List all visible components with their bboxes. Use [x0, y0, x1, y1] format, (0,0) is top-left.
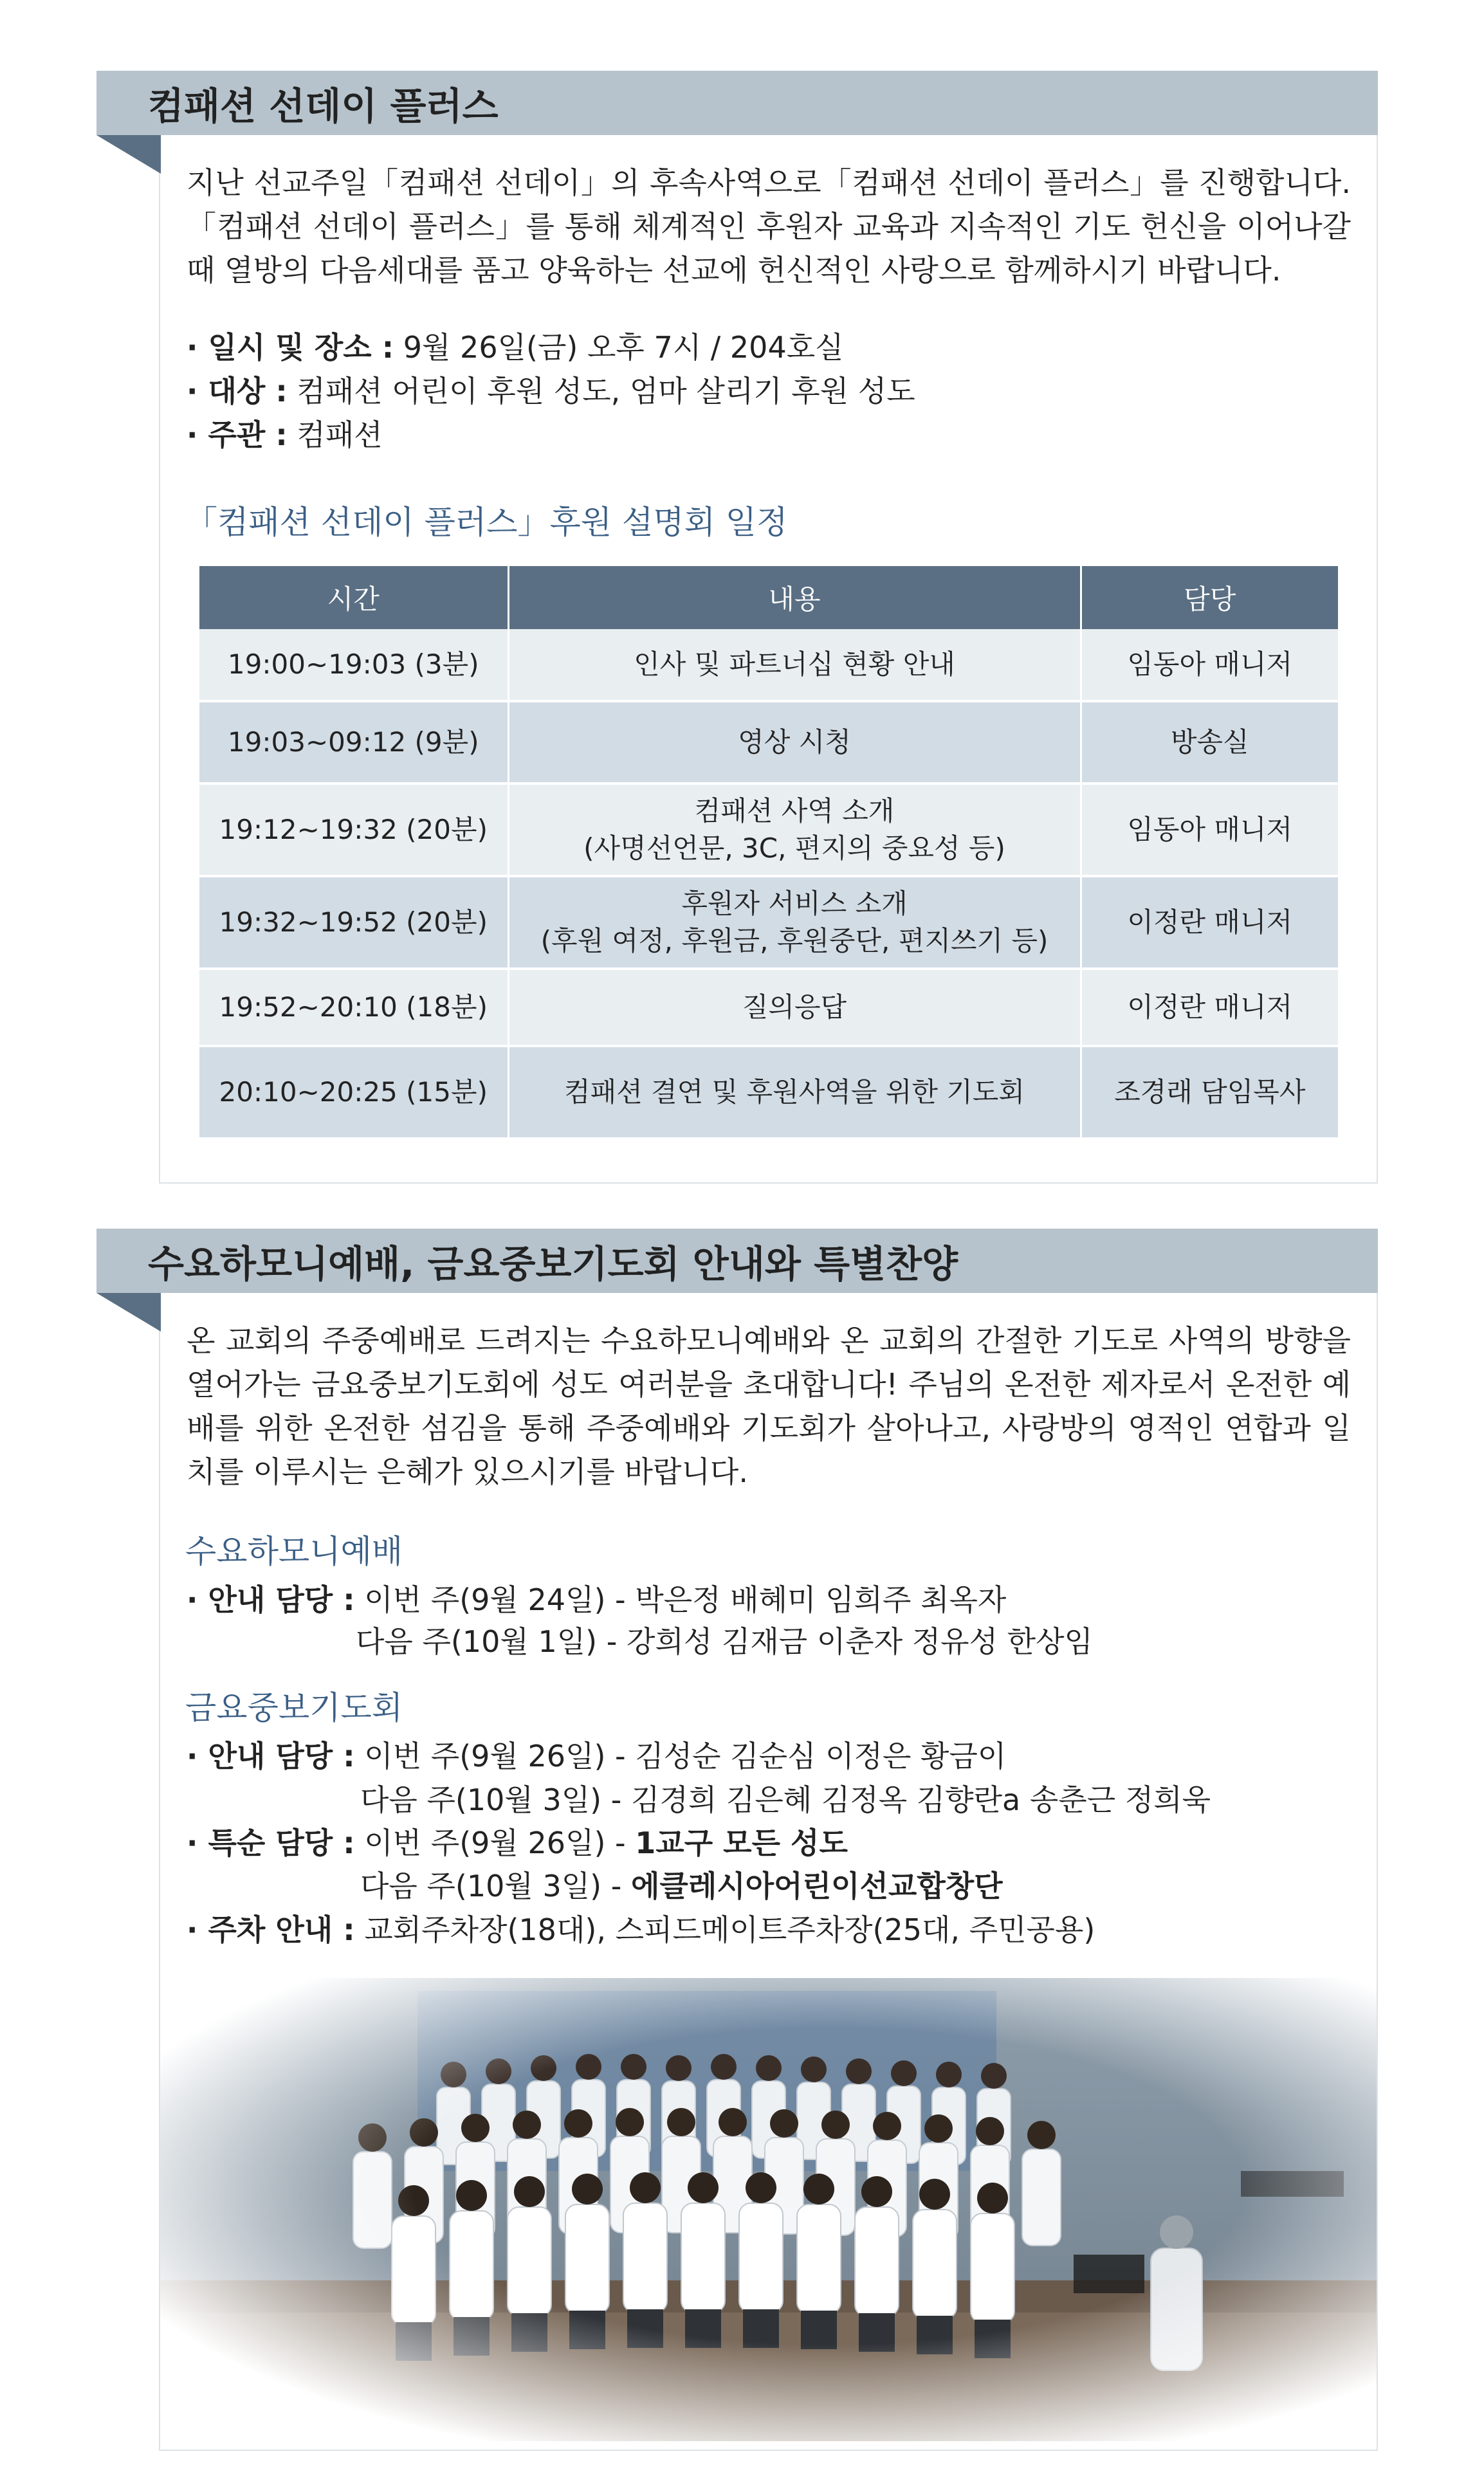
section1-header-fold	[96, 135, 161, 174]
fri-music-label: · 특순 담당 :	[187, 1826, 355, 1860]
detail-datetime-label: · 일시 및 장소 :	[187, 330, 394, 365]
section1-title: 컴패션 선데이 플러스	[148, 84, 499, 128]
section2-title: 수요하모니예배, 금요중보기도회 안내와 특별찬양	[148, 1242, 958, 1286]
header-person: 담당	[1081, 566, 1338, 629]
row-time: 19:52~20:10 (18분)	[199, 969, 508, 1046]
table-row	[199, 701, 1338, 783]
row-person: 방송실	[1081, 701, 1338, 783]
schedule-header-row	[199, 566, 1338, 629]
fri-music-this-week-team: 1교구 모든 성도	[635, 1826, 848, 1860]
row-person: 임동아 매니저	[1081, 783, 1338, 876]
schedule-table	[199, 566, 1338, 1140]
detail-host	[187, 414, 383, 455]
header-content: 내용	[508, 566, 1081, 629]
row-person: 조경래 담임목사	[1081, 1046, 1338, 1139]
detail-target	[187, 371, 915, 412]
section1-paragraph: 지난 선교주일「컴패션 선데이」의 후속사역으로「컴패션 선데이 플러스」를 진행합니다. 「컴패션 선데이 플러스」를 통해 체계적인 후원자 교육과 지속적인 기도 헌신을 이어나갈 때 열방의 다음세대를 품고 양육하는 선교에 헌신적인 사랑으로 함께하시기 바랍니다.	[187, 165, 1351, 288]
row-time: 19:32~19:52 (20분)	[199, 876, 508, 969]
section1-header	[96, 71, 1378, 135]
detail-datetime	[187, 327, 844, 368]
row-content-line1: 컴패션 사역 소개	[694, 795, 895, 827]
table-row	[199, 969, 1338, 1046]
row-content	[508, 876, 1081, 969]
row-content	[508, 783, 1081, 876]
row-content-line1: 후원자 서비스 소개	[681, 888, 908, 919]
schedule-title: 「컴패션 선데이 플러스」후원 설명회 일정	[185, 504, 788, 541]
row-content: 컴패션 결연 및 후원사역을 위한 기도회	[508, 1046, 1081, 1139]
row-time: 19:12~19:32 (20분)	[199, 783, 508, 876]
row-person: 이정란 매니저	[1081, 876, 1338, 969]
choir-photo	[160, 1978, 1377, 2441]
row-content-line2: (사명선언문, 3C, 편지의 중요성 등)	[583, 832, 1005, 864]
row-time: 19:00~19:03 (3분)	[199, 629, 508, 701]
fri-guide-label: · 안내 담당 :	[187, 1739, 355, 1773]
detail-host-value: 컴패션	[287, 417, 383, 452]
fri-music-this-week-prefix: 이번 주(9월 26일) -	[354, 1826, 636, 1860]
fri-guide-next-week: 다음 주(10월 3일) - 김경희 김은혜 김정옥 김향란a 송춘근 정희욱	[360, 1782, 1211, 1817]
section2-paragraph: 온 교회의 주중예배로 드려지는 수요하모니예배와 온 교회의 간절한 기도로 사역의 방향을 열어가는 금요중보기도회에 성도 여러분을 초대합니다! 주님의 온전한 제자로서 온전한 예배를 위한 온전한 섬김을 통해 주중예배와 기도회가 살아나고, 사랑방의 영적인 연합과 일치를 이루시는 은혜가 있으시기를 바랍니다.	[187, 1323, 1351, 1489]
detail-host-label: · 주관 :	[187, 417, 288, 452]
wed-guide-next-week: 다음 주(10월 1일) - 강희성 김재금 이춘자 정유성 한상임	[356, 1624, 1093, 1659]
parking-value: 교회주차장(18대), 스피드메이트주차장(25대, 주민공용)	[354, 1912, 1095, 1947]
wed-title: 수요하모니예배	[185, 1533, 403, 1570]
fri-title: 금요중보기도회	[185, 1689, 403, 1727]
fri-music-this-week	[187, 1822, 848, 1864]
row-person: 임동아 매니저	[1081, 629, 1338, 701]
header-time: 시간	[199, 566, 508, 629]
fri-music-next-week-team: 에클레시아어린이선교합창단	[630, 1869, 1003, 1903]
fri-music-next-week	[360, 1865, 1003, 1907]
row-content: 질의응답	[508, 969, 1081, 1046]
row-content: 인사 및 파트너십 현황 안내	[508, 629, 1081, 701]
table-row	[199, 876, 1338, 969]
row-time: 19:03~09:12 (9분)	[199, 701, 508, 783]
table-row	[199, 783, 1338, 876]
parking-info	[187, 1909, 1095, 1950]
row-time: 20:10~20:25 (15분)	[199, 1046, 508, 1139]
choir-photo-illustration	[160, 1978, 1377, 2441]
detail-datetime-value: 9월 26일(금) 오후 7시 / 204호실	[394, 330, 844, 365]
section2-header	[96, 1229, 1378, 1293]
row-content: 영상 시청	[508, 701, 1081, 783]
wed-guide-this-week	[187, 1579, 1006, 1620]
fri-guide-this-week	[187, 1736, 1006, 1777]
wed-guide-label: · 안내 담당 :	[187, 1582, 355, 1617]
detail-target-label: · 대상 :	[187, 374, 288, 408]
table-row	[199, 1046, 1338, 1139]
fri-guide-this-week-text: 이번 주(9월 26일) - 김성순 김순심 이정은 황금이	[354, 1739, 1007, 1773]
table-row	[199, 629, 1338, 701]
fri-music-next-week-prefix: 다음 주(10월 3일) -	[360, 1869, 631, 1903]
row-content-line2: (후원 여정, 후원금, 후원중단, 편지쓰기 등)	[540, 925, 1049, 957]
section2-header-fold	[96, 1293, 161, 1332]
detail-target-value: 컴패션 어린이 후원 성도, 엄마 살리기 후원 성도	[287, 374, 915, 408]
parking-label: · 주차 안내 :	[187, 1912, 355, 1947]
wed-guide-this-week-text: 이번 주(9월 24일) - 박은정 배혜미 임희주 최옥자	[354, 1582, 1007, 1617]
row-person: 이정란 매니저	[1081, 969, 1338, 1046]
